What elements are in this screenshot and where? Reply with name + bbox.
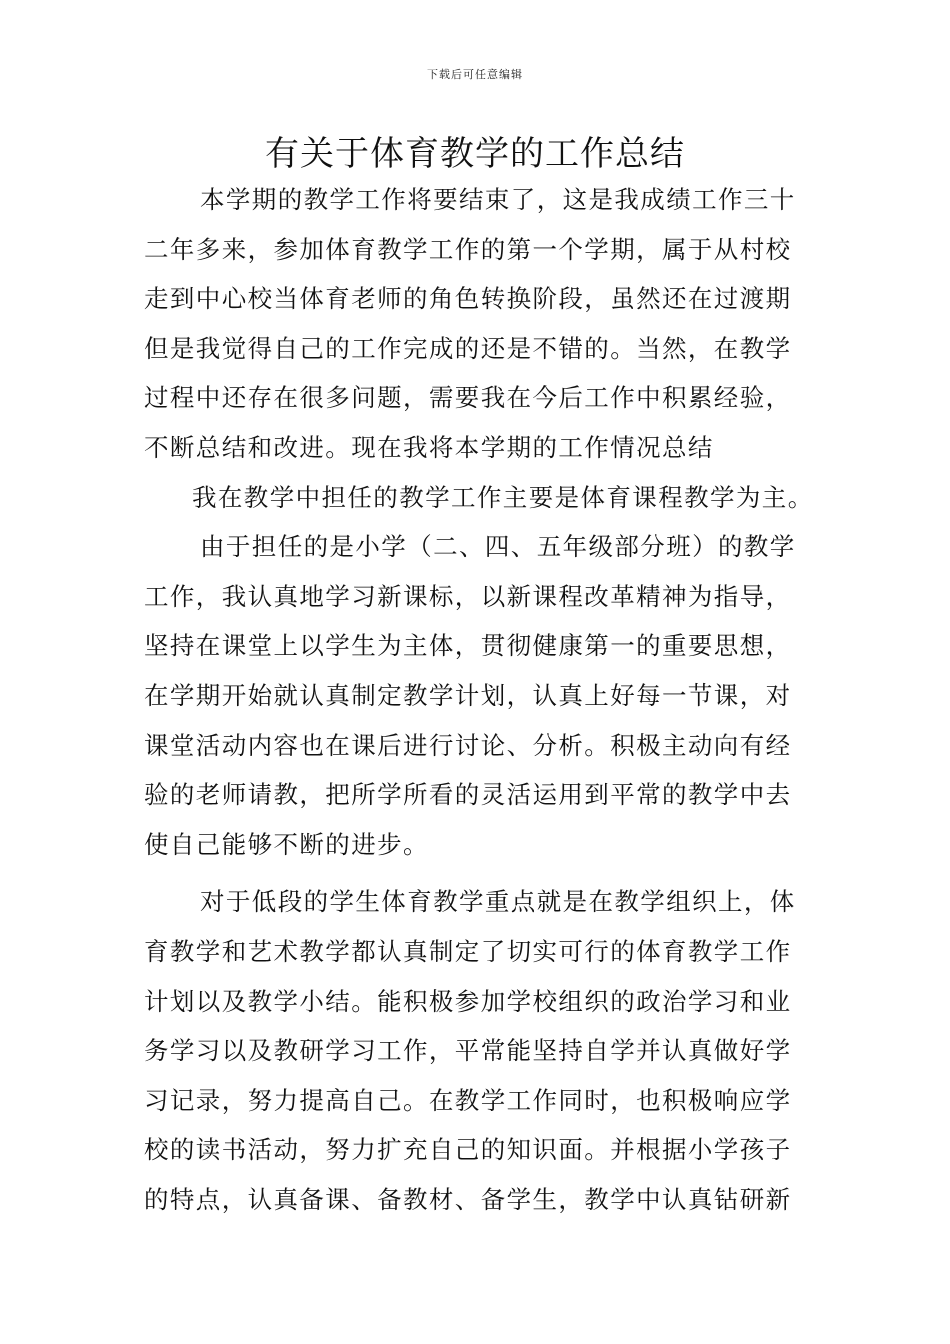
paragraph-line: 过程中还存在很多问题，需要我在今后工作中积累经验，: [144, 383, 792, 413]
paragraph-line: 的特点，认真备课、备教材、备学生，教学中认真钻研新: [144, 1184, 792, 1214]
paragraph-line: 育教学和艺术教学都认真制定了切实可行的体育教学工作: [144, 936, 792, 966]
paragraph-2: [144, 473, 814, 523]
document-title: 有关于体育教学的工作总结: [265, 134, 685, 174]
header-note: 下载后可任意编辑: [427, 68, 523, 81]
paragraph-line: 本学期的教学工作将要结束了，这是我成绩工作三十: [200, 185, 796, 214]
paragraph-3: [144, 522, 806, 869]
paragraph-line: 我在教学中担任的教学工作主要是体育课程教学为主。: [192, 482, 814, 512]
paragraph-line: 二年多来，参加体育教学工作的第一个学期，属于从村校: [144, 234, 792, 264]
paragraph-line: 在学期开始就认真制定教学计划，认真上好每一节课，对: [144, 680, 792, 710]
paragraph-line: 使自己能够不断的进步。: [144, 829, 429, 859]
paragraph-line: 但是我觉得自己的工作完成的还是不错的。当然，在教学: [144, 333, 792, 363]
paragraph-line: 务学习以及教研学习工作，平常能坚持自学并认真做好学: [144, 1036, 792, 1066]
paragraph-line: 对于低段的学生体育教学重点就是在教学组织上，体: [200, 887, 796, 917]
paragraph-line: 工作，我认真地学习新课标，以新课程改革精神为指导，: [144, 581, 792, 611]
paragraph-gap: [144, 869, 806, 877]
document-body: [144, 175, 814, 1224]
paragraph-line: 由于担任的是小学（二、四、五年级部分班）的教学: [200, 532, 796, 562]
paragraph-line: 验的老师请教，把所学所看的灵活运用到平常的教学中去: [144, 780, 792, 810]
paragraph-line: 习记录，努力提高自己。在教学工作同时，也积极响应学: [144, 1085, 792, 1115]
paragraph-line: 坚持在课堂上以学生为主体，贯彻健康第一的重要思想，: [144, 631, 792, 661]
paragraph-line: 走到中心校当体育老师的角色转换阶段，虽然还在过渡期: [144, 284, 792, 314]
paragraph-line: 校的读书活动，努力扩充自己的知识面。并根据小学孩子: [144, 1135, 792, 1165]
paragraph-line: 课堂活动内容也在课后进行讨论、分析。积极主动向有经: [144, 730, 792, 760]
paragraph-1: [144, 175, 806, 473]
paragraph-4: [144, 877, 806, 1224]
paragraph-line: 不断总结和改进。现在我将本学期的工作情况总结: [144, 432, 714, 462]
paragraph-line: 计划以及教学小结。能积极参加学校组织的政治学习和业: [144, 986, 792, 1016]
